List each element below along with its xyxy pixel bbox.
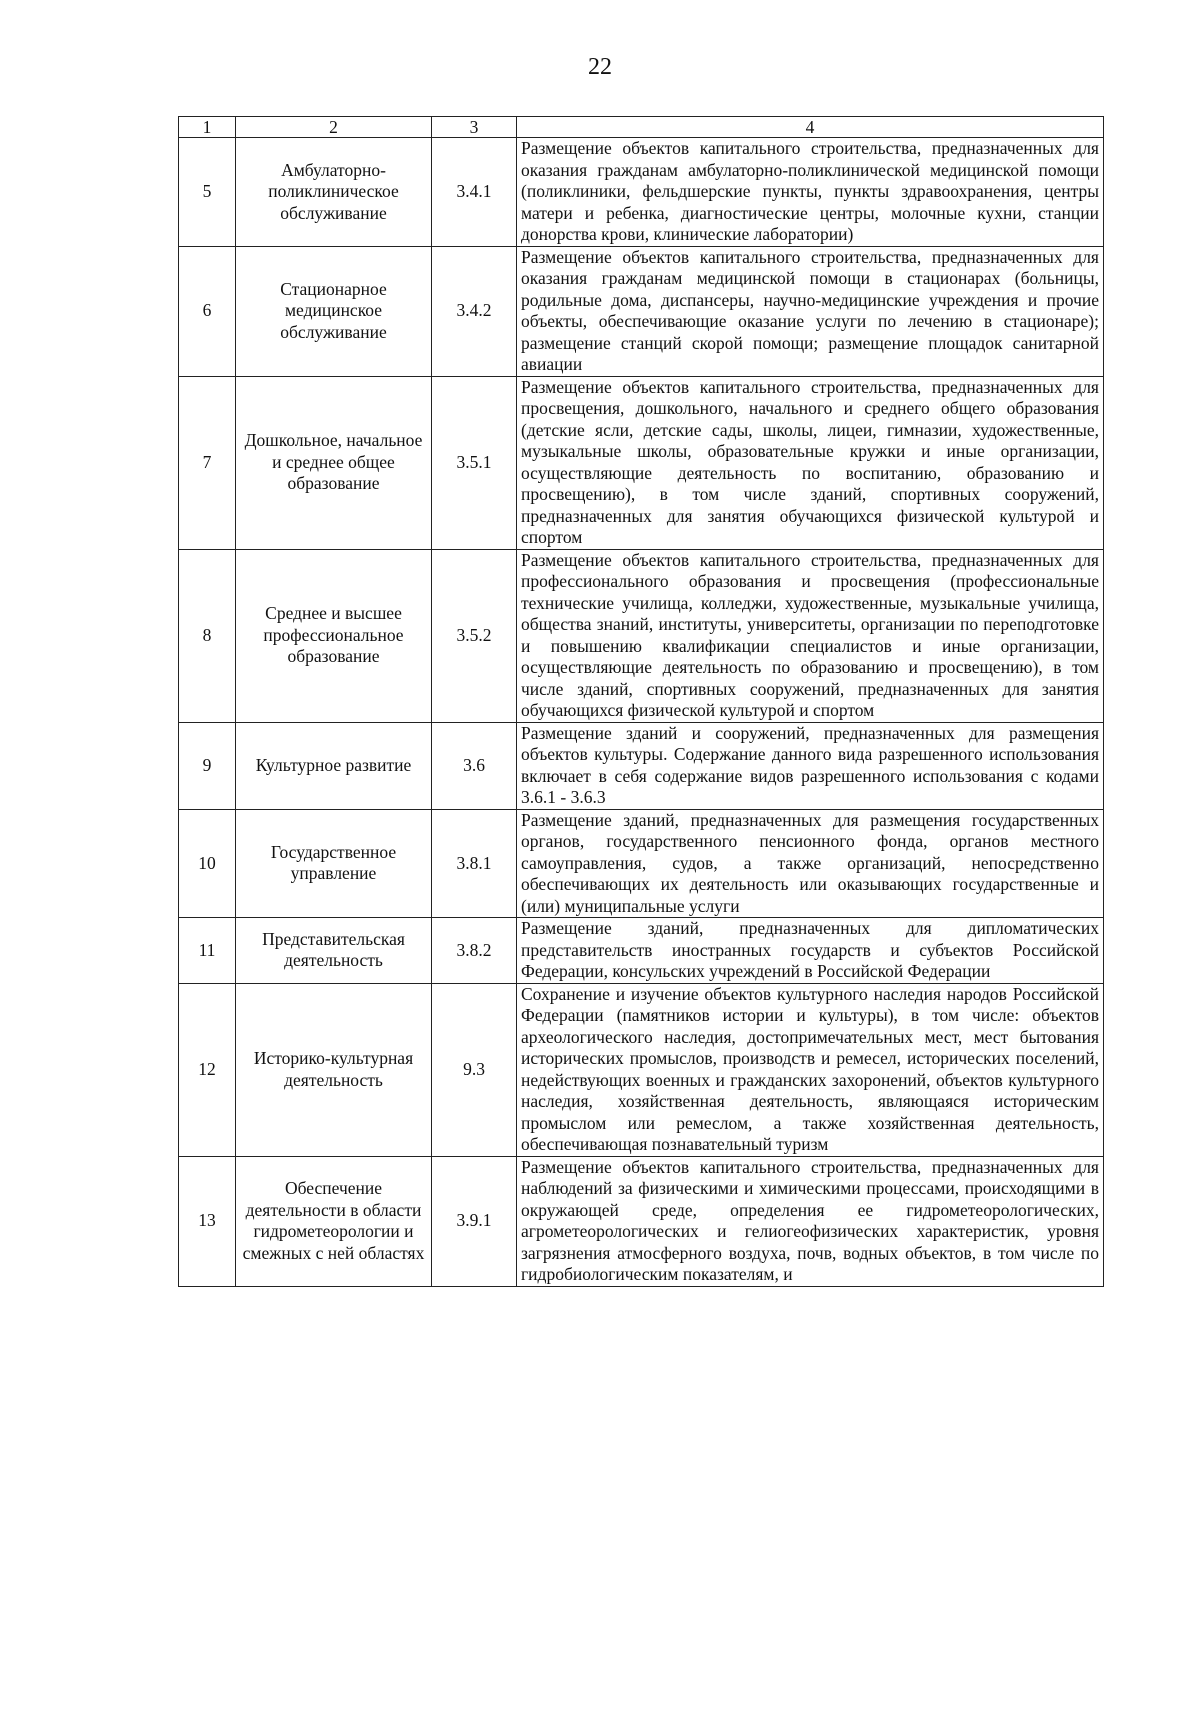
header-cell: 1 (179, 117, 236, 138)
use-type-description: Размещение объектов капитального строительства, предназначенных для оказания гражданам медицинской помощи в стационарах (больницы, родильные дома, диспансеры, научно-медицинские учреждения и прочие объекты, обеспечивающие оказание услуги по лечению в стационаре); размещение станций скорой помощи; размещение площадок санитарной авиации (517, 246, 1104, 376)
table-row (179, 246, 1104, 376)
header-cell: 4 (517, 117, 1104, 138)
use-type-code: 3.8.2 (432, 918, 517, 984)
use-type-name: Среднее и высшее профессиональное образование (236, 549, 432, 722)
row-number: 11 (179, 918, 236, 984)
use-type-code: 3.6 (432, 722, 517, 809)
use-type-code: 3.4.2 (432, 246, 517, 376)
use-type-name: Государственное управление (236, 809, 432, 918)
row-number: 10 (179, 809, 236, 918)
use-type-name: Историко-культурная деятельность (236, 983, 432, 1156)
use-type-description: Размещение зданий и сооружений, предназначенных для размещения объектов культуры. Содержание данного вида разрешенного использования включает в себя содержание видов разрешенного использования с кодами 3.6.1 - 3.6.3 (517, 722, 1104, 809)
table-row (179, 809, 1104, 918)
table-row (179, 918, 1104, 984)
use-type-code: 3.8.1 (432, 809, 517, 918)
use-type-code: 3.5.2 (432, 549, 517, 722)
table-header-row (179, 117, 1104, 138)
table-row (179, 138, 1104, 247)
use-type-name: Культурное развитие (236, 722, 432, 809)
use-type-name: Стационарное медицинское обслуживание (236, 246, 432, 376)
use-type-description: Размещение объектов капитального строительства, предназначенных для наблюдений за физическими и химическими процессами, происходящими в окружающей среде, определения ее гидрометеорологических, агрометеорологических и гелиогеофизических характеристик, уровня загрязнения атмосферного воздуха, почв, водных объектов, в том числе по гидробиологическим показателям, и (517, 1156, 1104, 1286)
use-type-name: Обеспечение деятельности в области гидрометеорологии и смежных с ней областях (236, 1156, 432, 1286)
row-number: 13 (179, 1156, 236, 1286)
row-number: 5 (179, 138, 236, 247)
use-type-description: Размещение зданий, предназначенных для дипломатических представительств иностранных государств и субъектов Российской Федерации, консульских учреждений в Российской Федерации (517, 918, 1104, 984)
use-type-name: Амбулаторно-поликлиническое обслуживание (236, 138, 432, 247)
use-type-name: Дошкольное, начальное и среднее общее образование (236, 376, 432, 549)
table-row (179, 376, 1104, 549)
row-number: 12 (179, 983, 236, 1156)
table-row (179, 549, 1104, 722)
table-row (179, 1156, 1104, 1286)
page-number: 22 (588, 54, 612, 80)
header-cell: 2 (236, 117, 432, 138)
land-use-table (178, 116, 1104, 1287)
use-type-code: 3.9.1 (432, 1156, 517, 1286)
row-number: 7 (179, 376, 236, 549)
row-number: 6 (179, 246, 236, 376)
use-type-description: Размещение зданий, предназначенных для размещения государственных органов, государственного пенсионного фонда, органов местного самоуправления, судов, а также организаций, непосредственно обеспечивающих их деятельность или оказывающих государственные и (или) муниципальные услуги (517, 809, 1104, 918)
row-number: 8 (179, 549, 236, 722)
use-type-description: Размещение объектов капитального строительства, предназначенных для профессионального образования и просвещения (профессиональные технические училища, колледжи, художественные, музыкальные училища, общества знаний, институты, университеты, организации по переподготовке и повышению квалификации специалистов и иные организации, осуществляющие деятельность по образованию и просвещению), в том числе зданий, спортивных сооружений, предназначенных для занятия обучающихся физической культурой и спортом (517, 549, 1104, 722)
row-number: 9 (179, 722, 236, 809)
use-type-code: 3.5.1 (432, 376, 517, 549)
header-cell: 3 (432, 117, 517, 138)
use-type-description: Размещение объектов капитального строительства, предназначенных для просвещения, дошкольного, начального и среднего общего образования (детские ясли, детские сады, школы, лицеи, гимназии, художественные, музыкальные школы, образовательные кружки и иные организации, осуществляющие деятельность по воспитанию, образованию и просвещению), в том числе зданий, спортивных сооружений, предназначенных для занятия обучающихся физической культурой и спортом (517, 376, 1104, 549)
use-type-description: Сохранение и изучение объектов культурного наследия народов Российской Федерации (памятников истории и культуры), в том числе: объектов археологического наследия, достопримечательных мест, мест бытования исторических промыслов, производств и ремесел, исторических поселений, недействующих военных и гражданских захоронений, объектов культурного наследия, хозяйственная деятельность, являющаяся историческим промыслом или ремеслом, а также хозяйственная деятельность, обеспечивающая познавательный туризм (517, 983, 1104, 1156)
use-type-name: Представительская деятельность (236, 918, 432, 984)
use-type-description: Размещение объектов капитального строительства, предназначенных для оказания гражданам амбулаторно-поликлинической медицинской помощи (поликлиники, фельдшерские пункты, пункты здравоохранения, центры матери и ребенка, диагностические центры, молочные кухни, станции донорства крови, клинические лаборатории) (517, 138, 1104, 247)
use-type-code: 9.3 (432, 983, 517, 1156)
table-row (179, 983, 1104, 1156)
use-type-code: 3.4.1 (432, 138, 517, 247)
table-row (179, 722, 1104, 809)
